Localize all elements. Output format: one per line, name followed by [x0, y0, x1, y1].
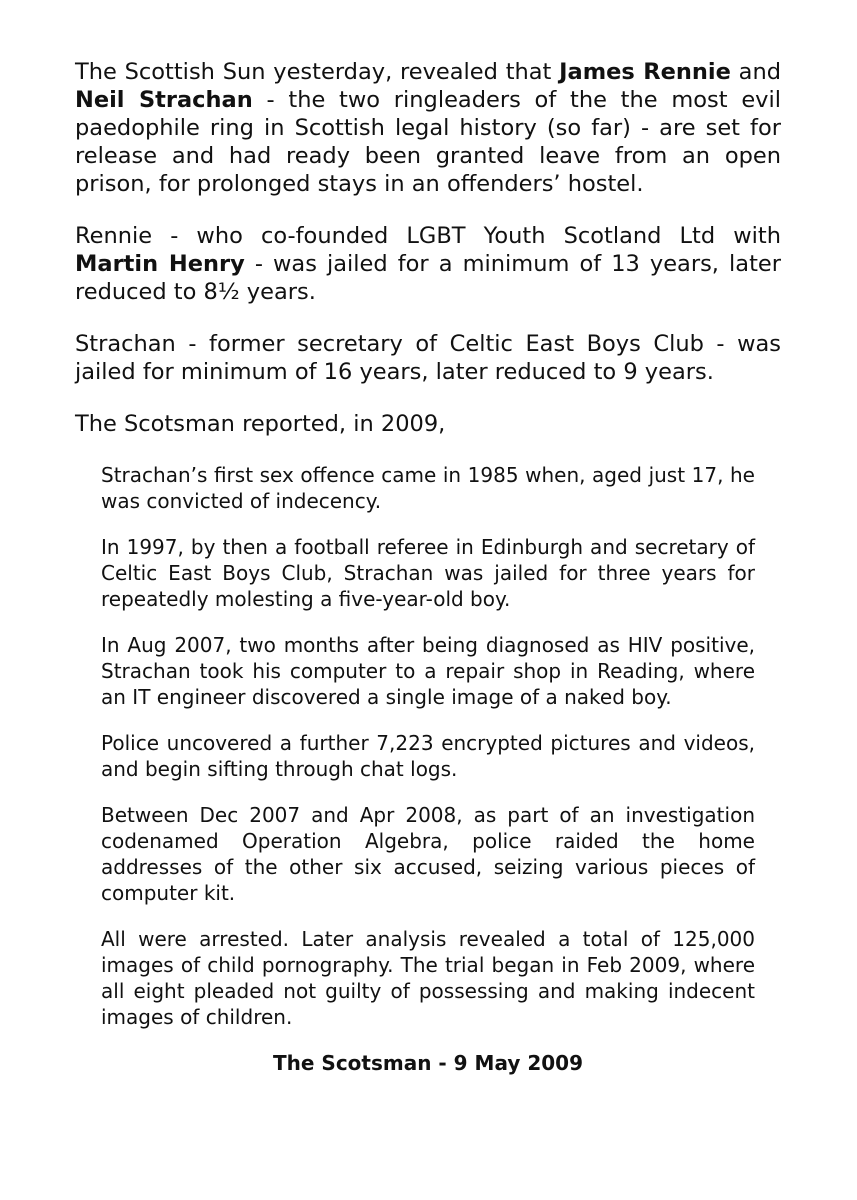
quote-paragraph-1: Strachan’s first sex offence came in 1985 when, aged just 17, he was convicted of indecency. — [101, 463, 755, 513]
quote-paragraph-4: Police uncovered a further 7,223 encrypted pictures and videos, and begin sifting through chat logs. — [101, 731, 755, 781]
source-citation: The Scotsman - 9 May 2009 — [273, 1051, 583, 1075]
name-martin-henry: Martin Henry — [75, 251, 245, 277]
paragraph-scotsman-intro: The Scotsman reported, in 2009, — [75, 411, 446, 437]
rennie-text-a: Rennie - who co-founded LGBT Youth Scotland Ltd with — [75, 223, 781, 249]
paragraph-intro — [75, 58, 781, 198]
document-page — [75, 58, 781, 1076]
intro-text-b: and — [730, 59, 781, 85]
quote-paragraph-6: All were arrested. Later analysis revealed a total of 125,000 images of child pornography. The trial began in Feb 2009, where all eight pleaded not guilty of possessing and making indecent images of children. — [101, 927, 755, 1029]
quote-paragraph-3: In Aug 2007, two months after being diagnosed as HIV positive, Strachan took his computer to a repair shop in Reading, where an IT engineer discovered a single image of a naked boy. — [101, 633, 755, 709]
name-neil-strachan: Neil Strachan — [75, 87, 253, 113]
paragraph-strachan: Strachan - former secretary of Celtic East Boys Club - was jailed for minimum of 16 years, later reduced to 9 years. — [75, 331, 781, 385]
quote-paragraph-5: Between Dec 2007 and Apr 2008, as part of an investigation codenamed Operation Algebra, police raided the home addresses of the other six accused, seizing various pieces of computer kit. — [101, 803, 755, 905]
paragraph-rennie — [75, 222, 781, 306]
rennie-text-b: - was jailed for a minimum of 13 years, later reduced to 8½ years. — [75, 251, 781, 305]
blockquote — [101, 462, 755, 1030]
quote-paragraph-2: In 1997, by then a football referee in Edinburgh and secretary of Celtic East Boys Club, Strachan was jailed for three years for repeatedly molesting a five-year-old boy. — [101, 535, 755, 611]
intro-text-c: - the two ringleaders of the the most evil paedophile ring in Scottish legal history (so far) - are set for release and had ready been granted leave from an open prison, for prolonged stays in an offenders’ hostel. — [75, 87, 781, 197]
intro-text-a: The Scottish Sun yesterday, revealed that — [75, 59, 560, 85]
name-james-rennie: James Rennie — [559, 59, 731, 85]
